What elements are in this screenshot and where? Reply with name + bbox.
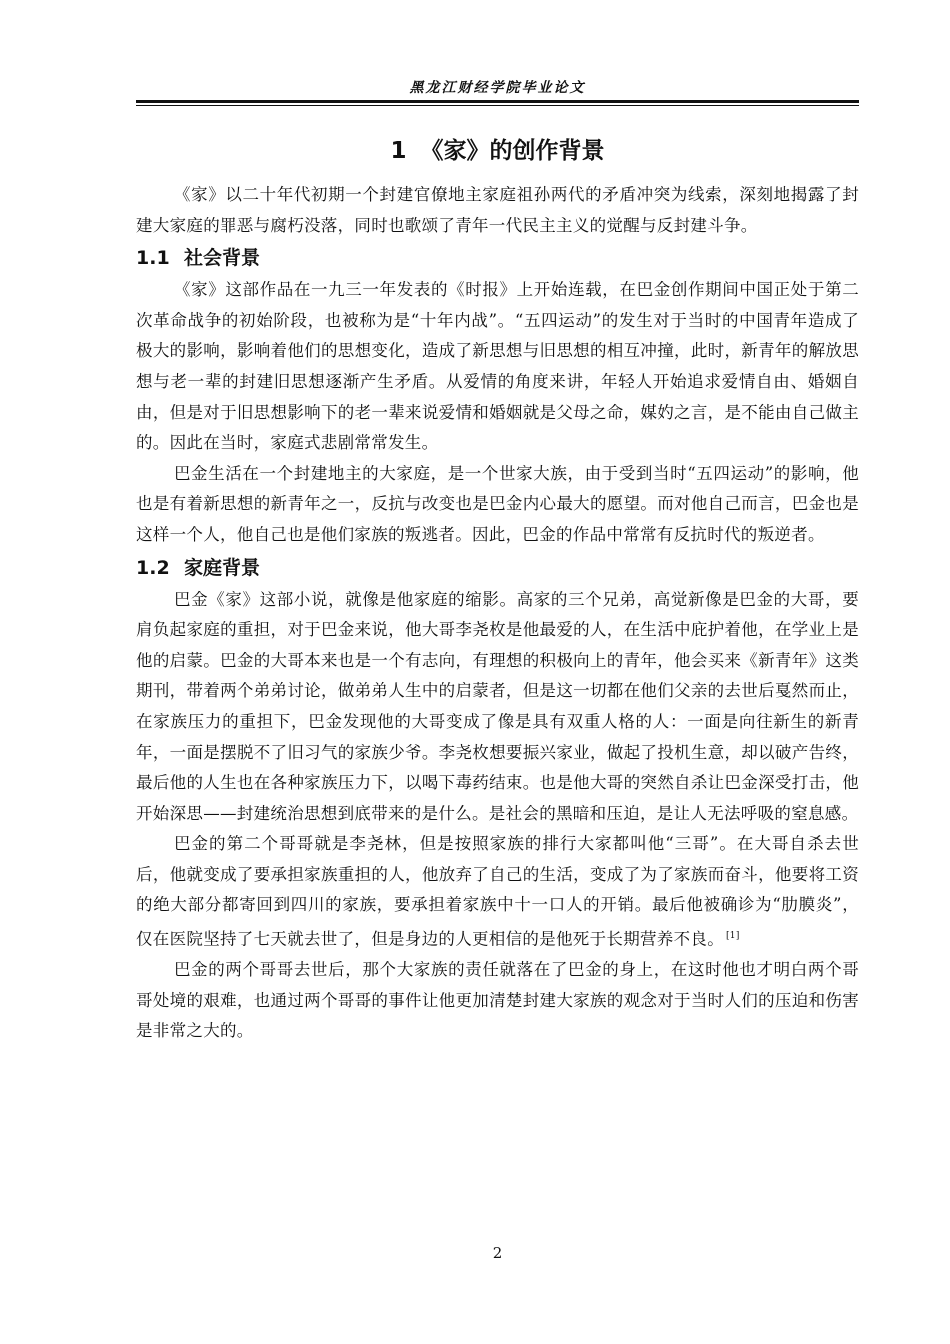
header-rule-thin — [136, 105, 859, 106]
chapter-intro-paragraph: 《家》以二十年代初期一个封建官僚地主家庭祖孙两代的矛盾冲突为线索，深刻地揭露了封建大家庭的罪恶与腐朽没落，同时也歌颂了青年一代民主主义的觉醒与反封建斗争。 — [136, 185, 859, 235]
section-title-text: 家庭背景 — [184, 556, 261, 579]
chapter-title-text: 《家》的创作背景 — [420, 138, 605, 164]
chapter-number: 1 — [390, 138, 407, 164]
paragraph-text: 巴金的第二个哥哥就是李尧林，但是按照家族的排行大家都叫他“三哥”。在大哥自杀去世后，他就变成了要承担家族重担的人，他放弃了自己的生活，变成了为了家族而奋斗，他要将工资的绝大部分都寄回到四川的家族，要承担着家族中十一口人的开销。最后他被确诊为“肋膜炎”，仅在医院坚持了七天就去世了，但是身边的人更相信的是他死于长期营养不良。 — [136, 834, 859, 949]
chapter-title — [136, 128, 859, 174]
page-number: 2 — [492, 1244, 503, 1262]
page-header: 黑龙江财经学院毕业论文 — [409, 80, 586, 96]
section-title-social — [136, 241, 859, 275]
citation-reference[interactable]: [1] — [726, 931, 740, 942]
body-paragraph: 巴金的两个哥哥去世后，那个大家族的责任就落在了巴金的身上，在这时他也才明白两个哥哥处境的艰难，也通过两个哥哥的事件让他更加清楚封建大家族的观念对于当时人们的压迫和伤害是非常之大的。 — [136, 960, 859, 1041]
section-number: 1.2 — [136, 556, 170, 579]
section-title-family — [136, 551, 859, 585]
section-number: 1.1 — [136, 247, 170, 270]
section-title-text: 社会背景 — [184, 247, 261, 270]
body-paragraph-with-citation — [136, 829, 859, 955]
header-rule-thick — [136, 100, 859, 103]
page-content — [136, 128, 859, 1047]
body-paragraph: 巴金生活在一个封建地主的大家庭，是一个世家大族，由于受到当时“五四运动”的影响，他也是有着新思想的新青年之一，反抗与改变也是巴金内心最大的愿望。而对他自己而言，巴金也是这样一个人，他自己也是他们家族的叛逃者。因此，巴金的作品中常常有反抗时代的叛逆者。 — [136, 463, 859, 544]
body-paragraph: 巴金《家》这部小说，就像是他家庭的缩影。高家的三个兄弟，高觉新像是巴金的大哥，要肩负起家庭的重担，对于巴金来说，他大哥李尧枚是他最爱的人，在生活中庇护着他，在学业上是他的启蒙。巴金的大哥本来也是一个有志向，有理想的积极向上的青年，他会买来《新青年》这类期刊，带着两个弟弟讨论，做弟弟人生中的启蒙者，但是这一切都在他们父亲的去世后戛然而止，在家族压力的重担下，巴金发现他的大哥变成了像是具有双重人格的人：一面是向往新生的新青年，一面是摆脱不了旧习气的家族少爷。李尧枚想要振兴家业，做起了投机生意，却以破产告终，最后他的人生也在各种家族压力下，以喝下毒药结束。也是他大哥的突然自杀让巴金深受打击，他开始深思——封建统治思想到底带来的是什么。是社会的黑暗和压迫，是让人无法呼吸的窒息感。 — [136, 589, 859, 823]
body-paragraph: 《家》这部作品在一九三一年发表的《时报》上开始连载，在巴金创作期间中国正处于第二次革命战争的初始阶段，也被称为是“十年内战”。“五四运动”的发生对于当时的中国青年造成了极大的影响，影响着他们的思想变化，造成了新思想与旧思想的相互冲撞，此时，新青年的解放思想与老一辈的封建旧思想逐渐产生矛盾。从爱情的角度来讲，年轻人开始追求爱情自由、婚姻自由，但是对于旧思想影响下的老一辈来说爱情和婚姻就是父母之命，媒妁之言，是不能由自己做主的。因此在当时，家庭式悲剧常常发生。 — [136, 280, 859, 453]
